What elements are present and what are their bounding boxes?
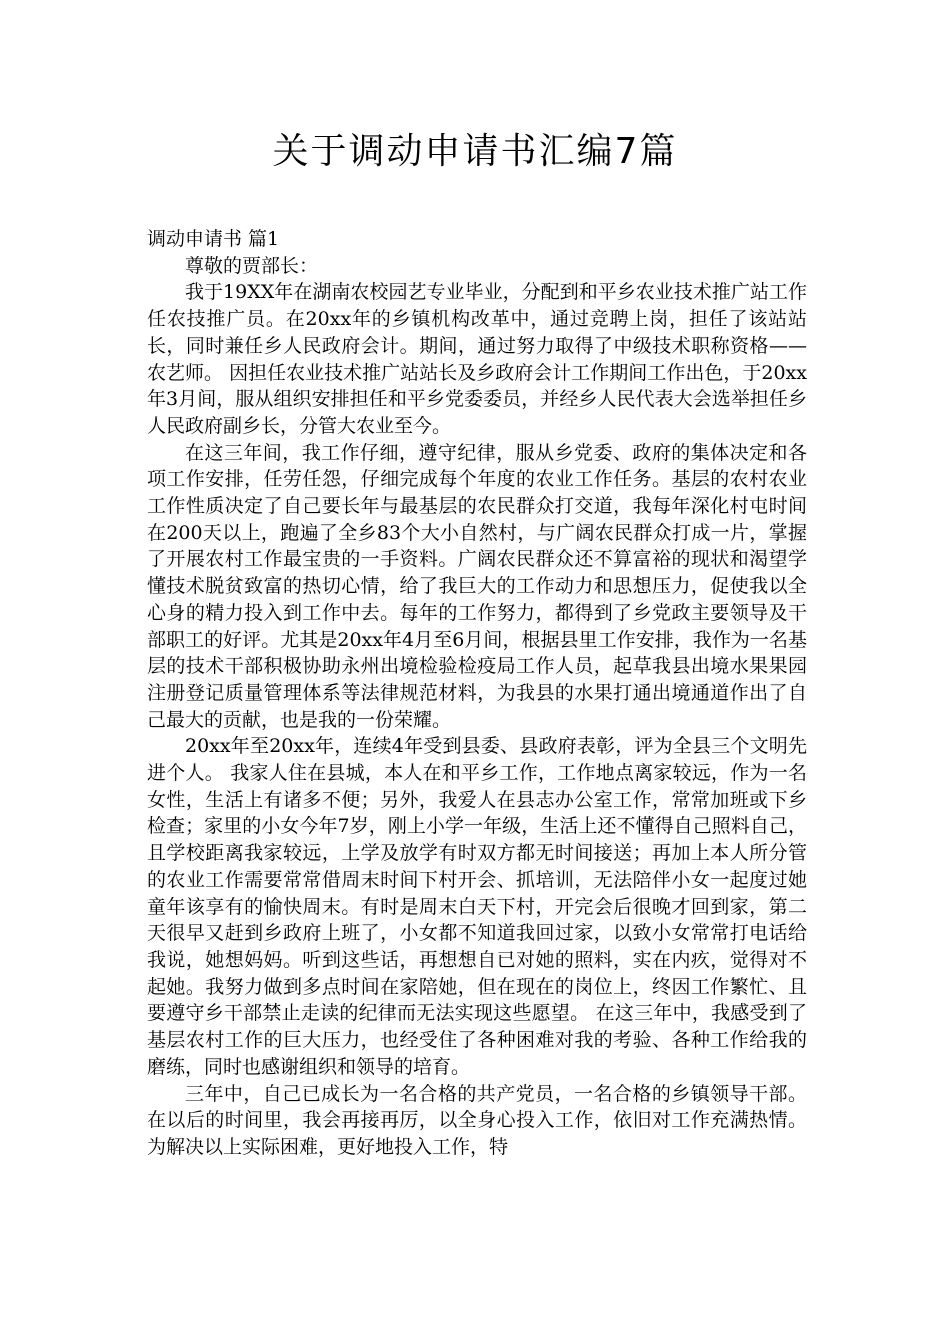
paragraph-4: 三年中，自己已成长为一名合格的共产党员，一名合格的乡镇领导干部。在以后的时间里，我会再接再厉，以全身心投入工作，依旧对工作充满热情。 为解决以上实际困难，更好地投入工作，特	[147, 1082, 807, 1158]
salutation: 尊敬的贾部长：	[185, 254, 319, 277]
paragraph-1: 我于19XX年在湖南农校园艺专业毕业，分配到和平乡农业技术推广站工作任农技推广员。在20xx年的乡镇机构改革中，通过竞聘上岗，担任了该站站长，同时兼任乡人民政府会计。期间，通过努力取得了中级技术职称资格——农艺师。 因担任农业技术推广站站长及乡政府会计工作期间工作出色，于20xx年3月间，服从组织安排担任和平乡党委委员，并经乡人民代表大会选举担任乡人民政府副乡长，分管大农业至今。	[147, 281, 807, 437]
section-heading: 调动申请书 篇1	[147, 228, 280, 250]
document-body	[147, 226, 807, 1161]
paragraph-3: 20xx年至20xx年，连续4年受到县委、县政府表彰，评为全县三个文明先进个人。 我家人住在县城，本人在和平乡工作，工作地点离家较远，作为一名女性，生活上有诸多不便；另外，我爱人在县志办公室工作，常常加班或下乡检查；家里的小女今年7岁，刚上小学一年级，生活上还不懂得自己照料自己，且学校距离我家较远，上学及放学有时双方都无时间接送；再加上本人所分管的农业工作需要常常借周末时间下村开会、抓培训，无法陪伴小女一起度过她童年该享有的愉快周末。有时是周末白天下村，开完会后很晚才回到家，第二天很早又赶到乡政府上班了，小女都不知道我回过家，以致小女常常打电话给我说，她想妈妈。听到这些话，再想想自已对她的照料，实在内疚，觉得对不起她。我努力做到多点时间在家陪她，但在现在的岗位上，终因工作繁忙、且要遵守乡干部禁止走读的纪律而无法实现这些愿望。 在这三年中，我感受到了基层农村工作的巨大压力，也经受住了各种困难对我的考验、各种工作给我的磨练，同时也感谢组织和领导的培育。	[147, 735, 807, 1078]
paragraph-2: 在这三年间，我工作仔细，遵守纪律，服从乡党委、政府的集体决定和各项工作安排，任劳任怨，仔细完成每个年度的农业工作任务。基层的农村农业工作性质决定了自己要长年与最基层的农民群众打交道，我每年深化村屯时间在200天以上，跑遍了全乡83个大小自然村，与广阔农民群众打成一片，掌握了开展农村工作最宝贵的一手资料。广阔农民群众还不算富裕的现状和渴望学懂技术脱贫致富的热切心情，给了我巨大的工作动力和思想压力，促使我以全心身的精力投入到工作中去。每年的工作努力，都得到了乡党政主要领导及干部职工的好评。尤其是20xx年4月至6月间，根据县里工作安排，我作为一名基层的技术干部积极协助永州出境检验检疫局工作人员，起草我县出境水果果园注册登记质量管理体系等法律规范材料，为我县的水果打通出境通道作出了自己最大的贡献，也是我的一份荣耀。	[147, 441, 807, 731]
document-title: 关于调动申请书汇编7篇	[272, 131, 678, 172]
